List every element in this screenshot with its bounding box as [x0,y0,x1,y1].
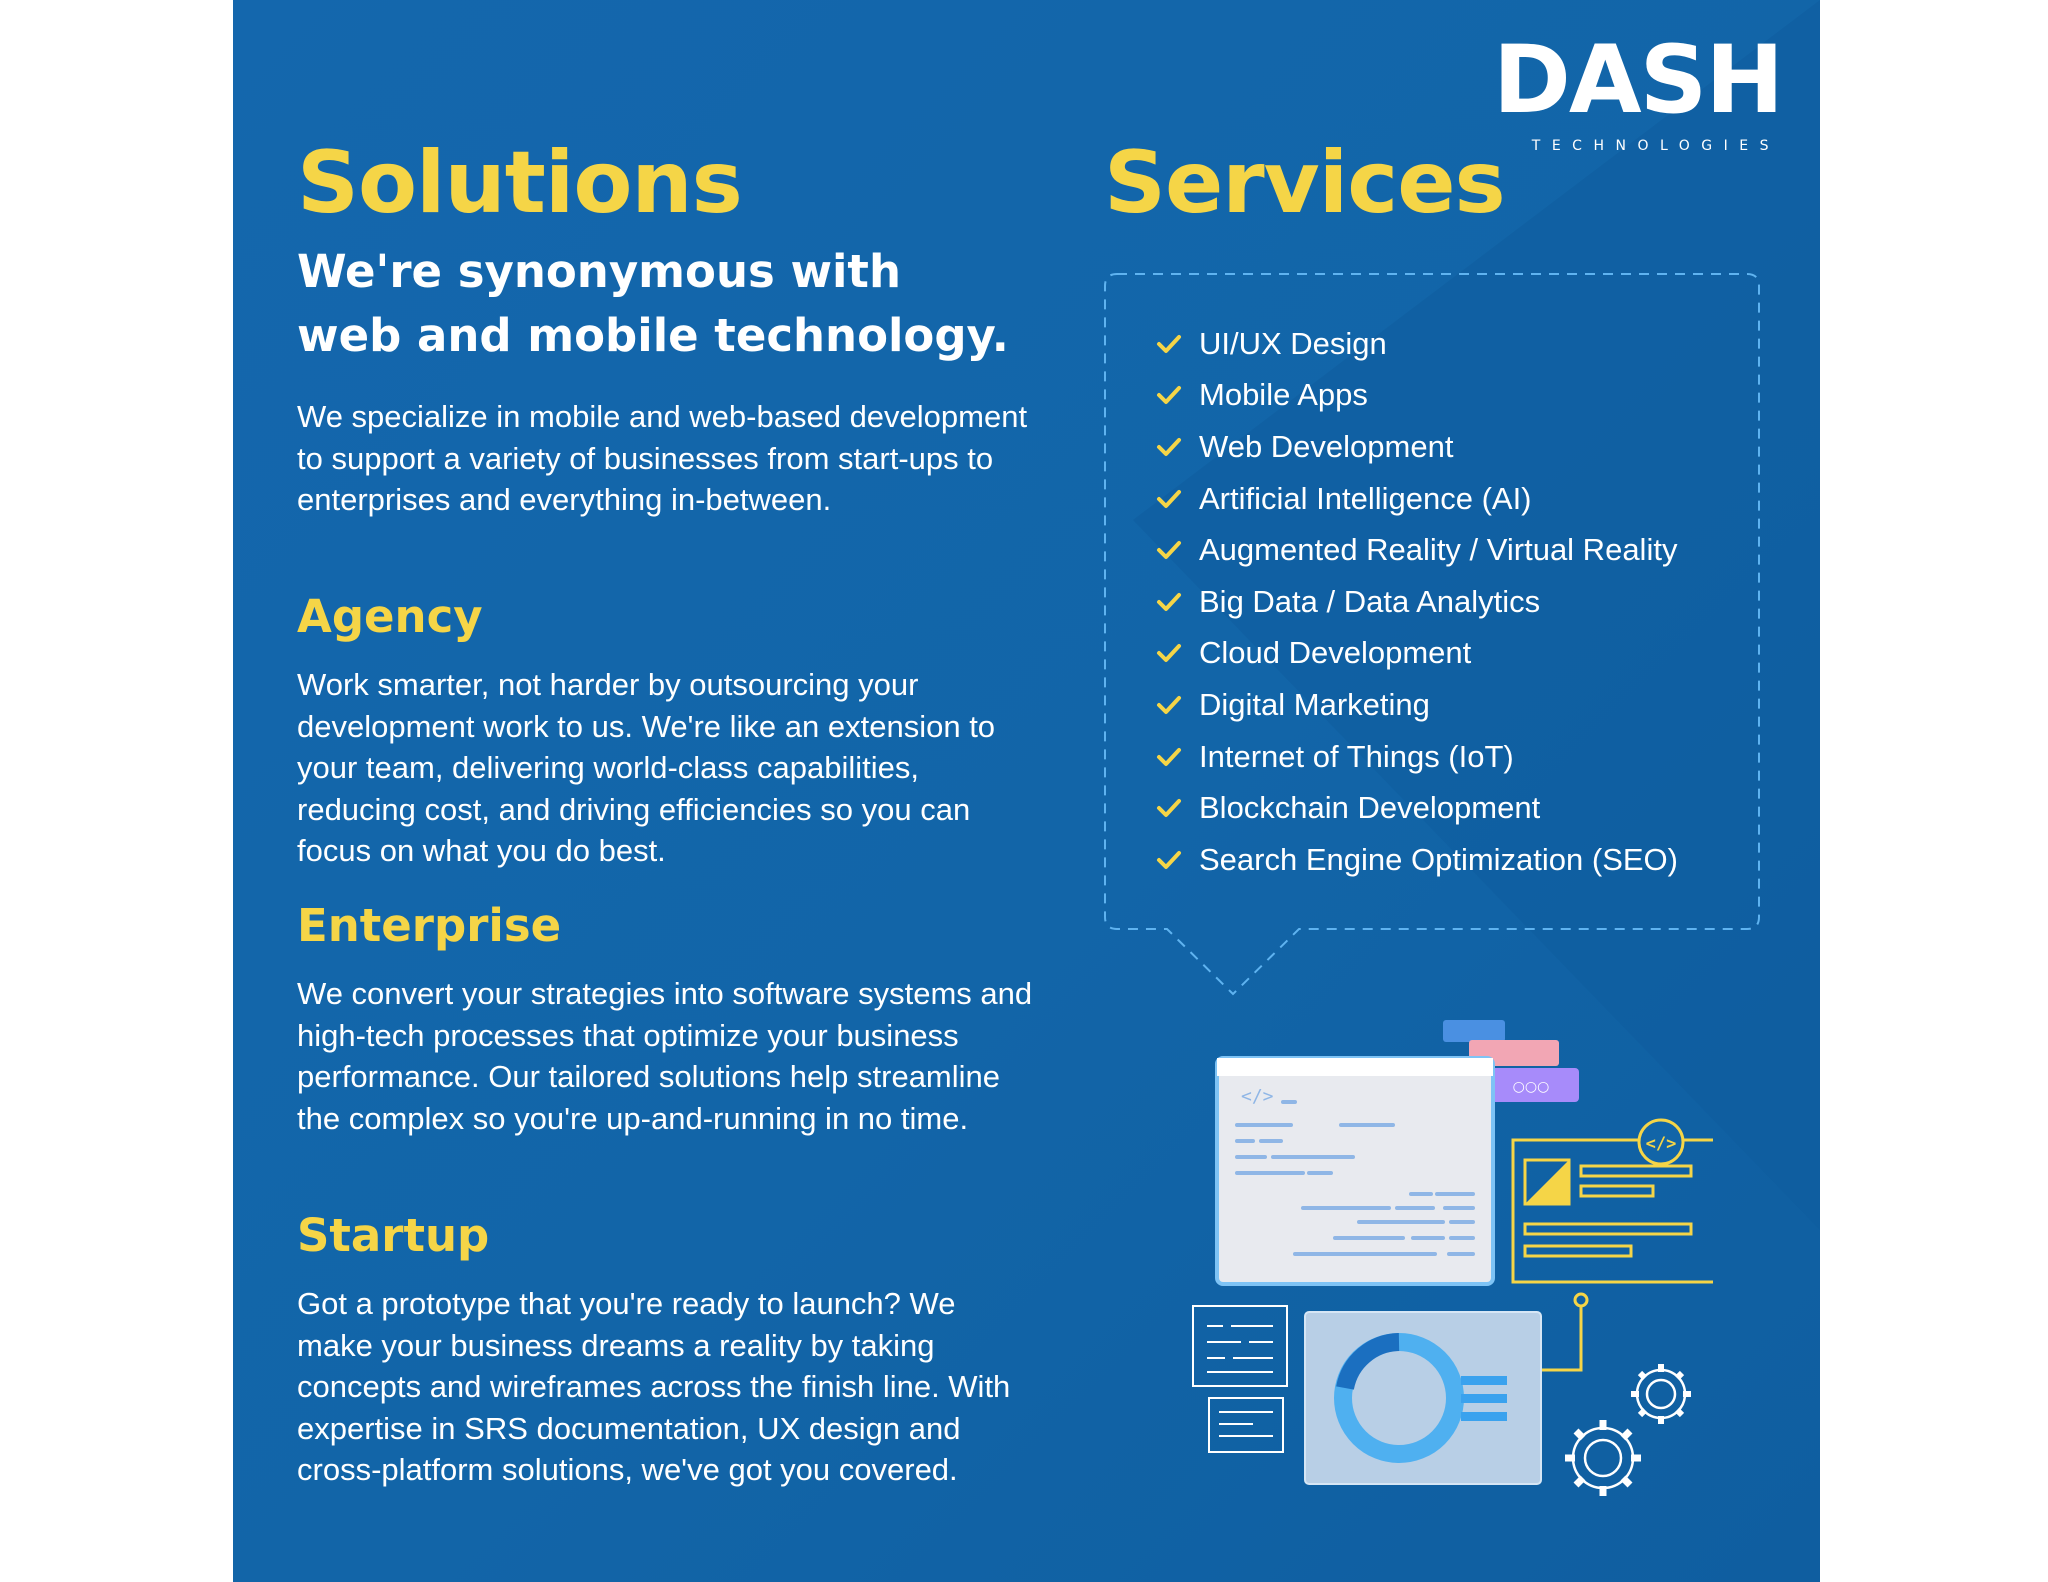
wireframe-code-tag: </> [1645,1134,1677,1154]
chat-dots: ○○○ [1512,1079,1550,1095]
code-tag: </> [1241,1086,1274,1107]
check-icon [1151,845,1199,875]
dash-logo [1492,26,1782,160]
check-icon [1151,638,1199,668]
service-label: Cloud Development [1199,635,1472,671]
agency-heading: Agency [297,590,483,643]
wireframe-graphic [1513,1120,1713,1370]
service-item [1151,318,1678,370]
page-panel [233,0,1820,1582]
gear-icon [1631,1364,1691,1424]
check-icon [1151,793,1199,823]
service-label: Augmented Reality / Virtual Reality [1199,532,1678,568]
service-label: Big Data / Data Analytics [1199,583,1541,619]
check-icon [1151,380,1199,410]
tagline-line-1: We're synonymous with [297,245,901,298]
service-label: Web Development [1199,428,1454,464]
service-item [1151,576,1678,628]
services-title: Services [1104,133,1505,233]
enterprise-body: We convert your strategies into software systems and high-tech processes that optimize your business performance. Our tailored solutions help streamline the complex so you're up-and-running in no time. [297,976,1033,1136]
documents-graphic [1193,1306,1287,1452]
dashboard-graphic [1305,1312,1541,1484]
gear-icon [1565,1420,1641,1496]
service-label: UI/UX Design [1199,325,1387,361]
startup-body: Got a prototype that you're ready to launch? We make your business dreams a reality by taking concepts and wireframes across the finish line. With expertise in SRS documentation, UX design and cross-platform solutions, we've got you covered. [297,1286,1011,1487]
service-label: Internet of Things (IoT) [1199,738,1514,774]
check-icon [1151,587,1199,617]
solutions-title: Solutions [297,133,742,233]
tagline-line-2: web and mobile technology. [297,309,1009,362]
check-icon [1151,329,1199,359]
service-label: Search Engine Optimization (SEO) [1199,841,1678,877]
logo-subtitle: TECHNOLOGIES [1531,138,1780,154]
service-label: Mobile Apps [1199,377,1368,413]
service-label: Digital Marketing [1199,686,1430,722]
check-icon [1151,535,1199,565]
service-item [1151,731,1678,783]
service-item [1151,421,1678,473]
check-icon [1151,484,1199,514]
logo-wordmark: DASH [1492,26,1782,135]
check-icon [1151,742,1199,772]
service-item [1151,628,1678,680]
service-item [1151,834,1678,886]
enterprise-heading: Enterprise [297,899,562,952]
check-icon [1151,690,1199,720]
solutions-tagline [297,240,1057,368]
service-item [1151,473,1678,525]
service-item [1151,370,1678,422]
solutions-intro: We specialize in mobile and web-based development to support a variety of businesses from start-ups to enterprises and everything in-between. [297,399,1028,517]
service-item [1151,679,1678,731]
check-icon [1151,432,1199,462]
agency-body: Work smarter, not harder by outsourcing your development work to us. We're like an extension to your team, delivering world-class capabilities, reducing cost, and driving efficiencies so you can focus on what you do best. [297,667,996,868]
service-label: Blockchain Development [1199,790,1541,826]
service-item [1151,782,1678,834]
code-window-graphic [1217,1058,1493,1284]
service-label: Artificial Intelligence (AI) [1199,480,1532,516]
startup-heading: Startup [297,1209,490,1262]
service-item [1151,524,1678,576]
services-list [1151,318,1678,886]
tech-illustration [1153,1010,1713,1510]
